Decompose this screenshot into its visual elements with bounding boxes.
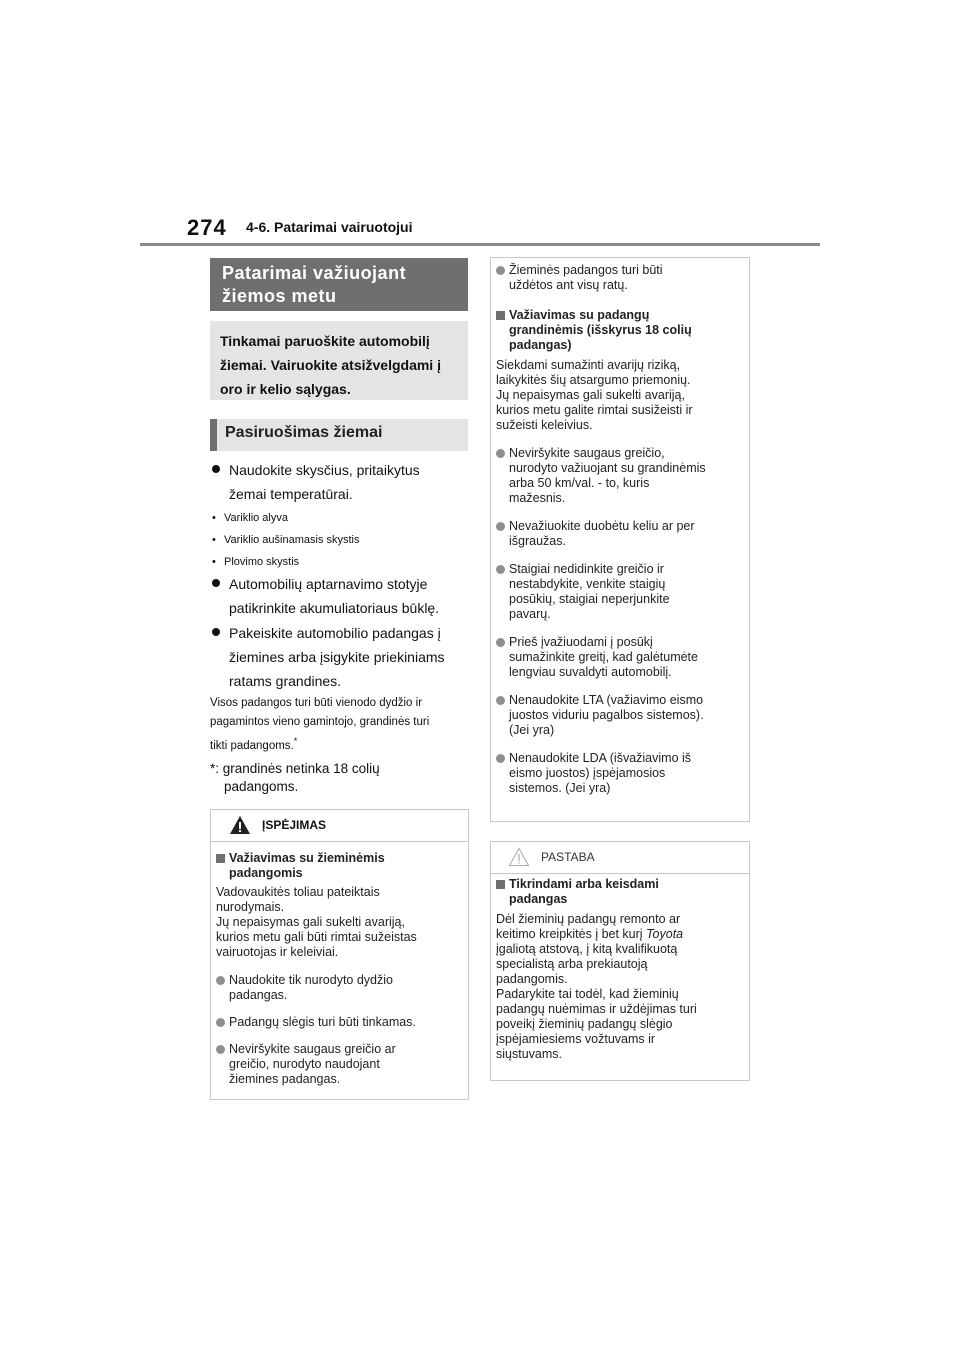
item-line: (Jei yra) [509,723,555,737]
chains-item [496,519,739,549]
warning-title: ĮSPĖJIMAS [262,818,327,832]
item-line: žiemines padangas. [229,1072,341,1086]
heading-line: Važiavimas su padangų [509,308,650,322]
list-item: Plovimo skystis [224,556,300,568]
text-line: specialistą arba prekiautoją [496,957,648,971]
chains-item [496,446,739,506]
text-line: Padarykite tai todėl, kad žieminių [496,987,679,1001]
item-line: juostos viduriu pagalbos sistemos). [509,708,704,722]
bullet-dot [496,565,505,574]
heading-line: Tikrindami arba keisdami [509,877,659,891]
notice-title-bar [491,842,749,874]
notice-title: PASTABA [541,850,595,864]
warning-text [216,885,458,960]
text-line: Jų nepaisymas gali sukelti avariją, [496,388,685,402]
item-line: uždėtos ant visų ratų. [509,278,628,292]
heading-line: grandinėmis (išskyrus 18 colių [509,323,692,337]
item-line: mažesnis. [509,491,566,505]
section-title: 4-6. Patarimai vairuotojui [246,219,413,235]
text-line: padangų nuėmimas ir uždėjimas turi [496,1002,697,1016]
warning-heading [216,851,458,881]
chains-item [496,562,739,622]
footnote-marker: * [293,736,298,746]
bullet-dot [216,976,225,985]
item-line: sumažinkite greitį, kad galėtumėte [509,650,698,664]
chains-heading [496,308,739,353]
bullet-dot [216,1018,225,1027]
tire-note [210,694,466,756]
item-line: nurodyto važiuojant su grandinėmis [509,461,706,475]
chains-item [496,693,739,738]
list-item: Variklio aušinamasis skystis [224,534,360,546]
note-line: Visos padangos turi būti vienodo dydžio ir [210,697,423,709]
text-line: poveikį žieminių padangų slėgio [496,1017,673,1031]
text-line: Jų nepaisymas gali sukelti avariją, [216,915,405,929]
text-line: kurios metu gali būti rimtai sužeistas [216,930,417,944]
text-line: Vadovaukitės toliau pateiktais [216,885,380,899]
item-line: posūkių, staigiai neperjunkite [509,592,670,606]
item-line: Padangų slėgis turi būti tinkamas. [229,1015,416,1029]
warning-continued-box [490,257,750,822]
square-bullet-icon [496,880,505,889]
warning-item [216,1042,458,1087]
intro-box [210,321,468,400]
text-line: siųstuvams. [496,1047,562,1061]
bullet-line: ratams grandines. [229,673,342,689]
text-line: nurodymais. [216,900,285,914]
brand-name: Toyota [646,927,684,941]
main-heading-line: Patarimai važiuojant [222,263,407,283]
bullet-dot [496,696,505,705]
notice-text [496,912,739,1062]
text-line: Siekdami sumažinti avarijų riziką, [496,358,681,372]
item-line: arba 50 km/val. - to, kuris [509,476,650,490]
item-line: Prieš įvažiuodami į posūkį [509,635,653,649]
list-item: Variklio alyva [224,512,288,524]
intro-line: Tinkamai paruoškite automobilį [220,333,430,349]
chains-item [496,635,739,680]
warning-triangle-icon [229,815,251,835]
square-bullet-icon [496,311,505,320]
bullet-line: žemai temperatūrai. [229,486,353,502]
notice-heading [496,877,739,907]
text-line: kurios metu galite rimtai susižeisti ir [496,403,693,417]
chains-text [496,358,739,433]
intro-line: žiemai. Vairuokite atsižvelgdami į [220,357,441,373]
bullet-dot [496,266,505,275]
bullet-dot [496,638,505,647]
sub-heading: Pasiruošimas žiemai [210,419,468,451]
item-line: Žieminės padangos turi būti [509,263,663,277]
item-line: padangas. [229,988,288,1002]
item-line: lengviau suvaldyti automobilį. [509,665,672,679]
bullet-line: Automobilių aptarnavimo stotyje [229,576,428,592]
note-line: tikti padangoms. [210,739,294,752]
item-line: pavarų. [509,607,551,621]
item-line: nestabdykite, venkite staigių [509,577,666,591]
heading-line: padangomis [229,866,303,880]
text-line: laikykitės šių atsargumo priemonių. [496,373,691,387]
chains-item [496,751,739,796]
caution-triangle-icon [508,847,530,867]
item-line: sistemos. (Jei yra) [509,781,611,795]
footnote [210,760,466,796]
main-heading [210,258,468,311]
bullet-tires [210,622,466,692]
square-bullet-icon [216,854,225,863]
header-rule [140,243,820,246]
item-line: Naudokite tik nurodyto dydžio [229,973,393,987]
bullet-line: Naudokite skysčius, pritaikytus [229,462,420,478]
bullet-dot [216,1045,225,1054]
text-line: sužeisti keleivius. [496,418,593,432]
bullet-battery [210,573,466,619]
footnote-line: padangoms. [224,779,299,794]
bullet-dot [496,522,505,531]
bullet-fluids [210,459,466,505]
warning-title-bar [211,810,468,842]
item-line: greičio, nurodyto naudojant [229,1057,380,1071]
note-line: pagamintos vieno gamintojo, grandinės turi [210,716,430,728]
notice-box [490,841,750,1081]
main-heading-line: žiemos metu [222,286,337,306]
item-line: Nenaudokite LTA (važiavimo eismo [509,693,704,707]
bullet-dot [212,628,220,636]
warning-box [210,809,469,1100]
bullet-line: patikrinkite akumuliatoriaus būklę. [229,600,440,616]
text-line: keitimo kreipkitės į bet kurį [496,927,643,941]
text-line: Dėl žieminių padangų remonto ar [496,912,681,926]
text-line: padangomis. [496,972,568,986]
heading-line: padangas [509,892,568,906]
warning-item [216,1015,458,1030]
bullet-dot [212,465,220,473]
item-line: išgraužas. [509,534,566,548]
text-line: vairuotojas ir keleiviai. [216,945,339,959]
intro-line: oro ir kelio sąlygas. [220,381,351,397]
footnote-line: *: grandinės netinka 18 colių [210,761,380,776]
text-line: įspėjamiesiems vožtuvams ir [496,1032,656,1046]
bullet-line: žiemines arba įsigykite priekiniams [229,649,445,665]
page-number: 274 [187,215,227,240]
text-line: įgaliotą atstovą, į kitą kvalifikuotą [496,942,678,956]
bullet-dot [496,754,505,763]
bullet-line: Pakeiskite automobilio padangas į [229,625,441,641]
bullet-dot [496,449,505,458]
warning-item [496,263,739,293]
bullet-dot [212,579,220,587]
item-line: eismo juostos) įspėjamosios [509,766,666,780]
heading-line: Važiavimas su žieminėmis [229,851,385,865]
warning-item [216,973,458,1003]
item-line: Nenaudokite LDA (išvažiavimo iš [509,751,692,765]
heading-line: padangas) [509,338,572,352]
item-line: Staigiai nedidinkite greičio ir [509,562,664,576]
item-line: Neviršykite saugaus greičio ar [229,1042,396,1056]
item-line: Nevažiuokite duobėtu keliu ar per [509,519,695,533]
fluid-list: • Variklio alyva • Variklio aušinamasis skystis • Plovimo skystis [212,512,360,568]
item-line: Neviršykite saugaus greičio, [509,446,665,460]
